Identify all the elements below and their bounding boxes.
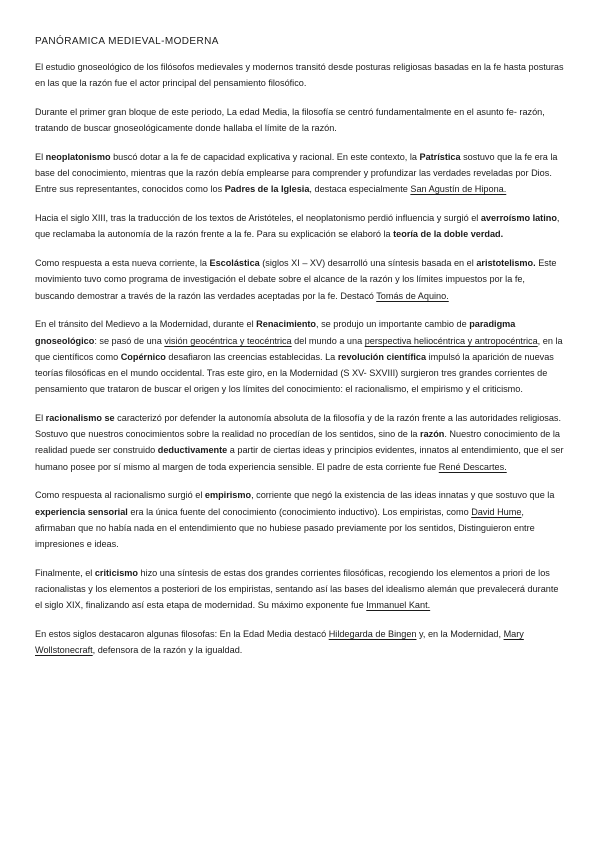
document-title: PANÓRAMICA MEDIEVAL-MODERNA: [35, 36, 219, 47]
bold-term: neoplatonismo: [45, 152, 111, 162]
paragraph-9: [35, 565, 565, 614]
text-run: En el tránsito del Medievo a la Modernidad, durante el: [35, 319, 257, 330]
underlined-name: Immanuel Kant.: [366, 600, 431, 611]
bold-term: Patrística: [419, 152, 461, 162]
bold-term: Padres de la Iglesia: [224, 184, 310, 195]
bold-term: criticismo: [94, 567, 138, 578]
text-run: , que reclamaba la autonomía de la razón frente a la fe. Para su explicación se elaboró la: [35, 213, 560, 240]
bold-term: averroísmo latino: [480, 213, 557, 224]
bold-term: empirismo: [204, 490, 252, 501]
text-run: , defensora de la razón y la igualdad.: [92, 645, 243, 656]
bold-term: razón: [420, 429, 445, 440]
underlined-name: Mary Wollstonecraft: [35, 629, 524, 656]
text-run: . Nuestro conocimiento de la realidad puede ser construido: [35, 429, 561, 456]
text-run: El estudio gnoseológico de los filósofos medievales y modernos transitó desde posturas religiosas basadas en la fe hasta posturas en las que la razón fue el actor principal del pensamiento filosófico.: [35, 62, 564, 89]
text-run: Finalmente, el: [35, 567, 95, 578]
paragraph-6: [35, 316, 565, 397]
underlined-name: San Agustín de Hipona.: [410, 184, 507, 195]
text-run: hizo una síntesis de estas dos grandes corrientes filosóficas, recogiendo los elementos a priori de los racionalistas y los elementos a posteriori de los empiristas, sentando así las bases del idealismo alemán que prevalecerá durante el siglo XIX, finalizando así esta etapa de modernidad. Su máximo exponente fue: [35, 567, 559, 611]
paragraph-7: [35, 410, 565, 475]
text-run: , se produjo un importante cambio de: [316, 319, 470, 330]
text-run: , afirmaban que no había nada en el entendimiento que no hubiese pasado previamente por los sentidos, Distinguieron entre impresiones e ideas.: [35, 506, 535, 550]
bold-term: aristotelismo.: [476, 258, 536, 269]
paragraph-10: [35, 626, 565, 658]
underlined-name: Hildegarda de Bingen: [328, 629, 417, 640]
document-page: [35, 35, 565, 671]
underlined-name: perspectiva heliocéntrica y antropocéntrica: [364, 335, 538, 346]
underlined-name: René Descartes.: [438, 461, 507, 472]
bold-term: experiencia sensorial: [35, 506, 128, 517]
paragraph-2: [35, 104, 565, 136]
paragraph-4: [35, 210, 565, 242]
bold-term: revolución científica: [337, 351, 427, 362]
text-run: desafiaron las creencias establecidas. La: [165, 351, 338, 362]
text-run: caracterizó por defender la autonomía absoluta de la filosofía y de la razón frente a las autoridades religiosas. Sostuvo que nuestros conocimientos sobre la realidad no procedían de los sentidos, sino de la: [35, 413, 562, 440]
bold-term: teoría de la doble verdad.: [393, 229, 504, 240]
text-run: impulsó la aparición de nuevas teorías filosóficas en el mundo occidental. Tras este giro, en la Modernidad (S XV- SXVIII) surgieron tres grandes corrientes de pensamiento que trataron de buscar el origen y los límites del conocimiento: el racionalismo, el empirismo y el criticismo.: [35, 351, 554, 395]
bold-term: racionalismo se: [45, 413, 115, 424]
text-run: Como respuesta a esta nueva corriente, la: [35, 258, 210, 269]
text-run: , corriente que negó la existencia de las ideas innatas y que sostuvo que la: [251, 490, 555, 501]
text-run: sostuvo que la fe era la base del conocimiento, mientras que la razón debía emplearse para comprender y profundizar las verdades reveladas por Dios. Entre sus representantes, conocidos como los: [35, 152, 558, 195]
text-run: El: [35, 152, 46, 162]
document-body: [35, 59, 565, 658]
paragraph-3: [35, 149, 565, 198]
bold-term: Copérnico: [120, 351, 166, 362]
text-run: : se pasó de una: [94, 335, 165, 346]
bold-term: Renacimiento: [256, 319, 317, 330]
text-run: era la única fuente del conocimiento (conocimiento inductivo). Los empiristas, como: [127, 506, 472, 517]
text-run: , destaca especialmente: [309, 184, 411, 195]
text-run: El: [35, 413, 46, 424]
bold-term: Escolástica: [209, 258, 260, 269]
text-run: Hacia el siglo XIII, tras la traducción de los textos de Aristóteles, el neoplatonismo perdió influencia y surgió el: [35, 213, 481, 224]
text-run: Este movimiento tuvo como programa de investigación el debate sobre el alcance de la razón y los límites impuestos por la fe, buscando demostrar a través de la razón las verdades aceptadas por la fe. Destacó: [35, 258, 557, 301]
text-run: , en la que científicos como: [35, 335, 563, 362]
text-run: Durante el primer gran bloque de este periodo, La edad Media, la filosofía se centró fundamentalmente en el asunto fe- razón, tratando de buscar gnoseológicamente donde hallaba el límite de la razón.: [35, 107, 545, 134]
text-run: del mundo a una: [291, 335, 365, 346]
bold-term: deductivamente: [157, 445, 228, 456]
text-run: y, en la Modernidad,: [416, 629, 504, 640]
underlined-name: visión geocéntrica y teocéntrica: [164, 335, 292, 346]
underlined-name: David Hume: [471, 506, 522, 517]
text-run: a partir de ciertas ideas y principios evidentes, innatos al entendimiento, que el ser humano posee por sí mismo al margen de toda experiencia sensible. El padre de esta corriente fue: [35, 445, 564, 472]
text-run: Como respuesta al racionalismo surgió el: [35, 490, 205, 501]
text-run: En estos siglos destacaron algunas filosofas: En la Edad Media destacó: [35, 629, 329, 640]
text-run: buscó dotar a la fe de capacidad explicativa y racional. En este contexto, la: [110, 152, 420, 162]
bold-term: paradigma gnoseológico: [35, 319, 516, 346]
paragraph-1: [35, 59, 565, 91]
text-run: (siglos XI – XV) desarrolló una síntesis basada en el: [259, 258, 477, 269]
underlined-name: Tomás de Aquino.: [376, 290, 449, 301]
paragraph-5: [35, 255, 565, 304]
paragraph-8: [35, 487, 565, 552]
